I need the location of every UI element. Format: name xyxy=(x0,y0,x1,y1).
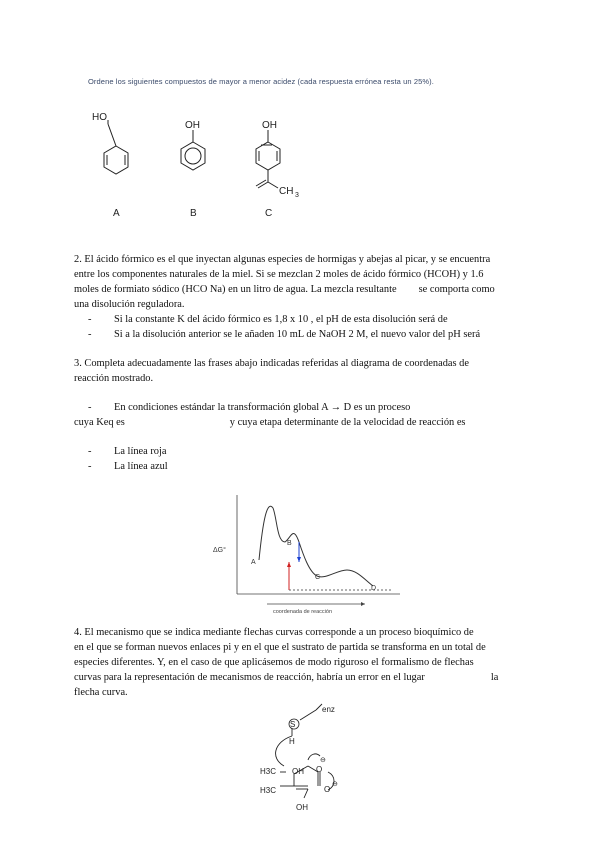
q3-bullet-1a: En condiciones estándar la transformación global A → D es un proceso xyxy=(114,402,411,413)
mechanism-h3c-bottom: H3C xyxy=(260,786,277,795)
q4-line5: flecha curva. xyxy=(74,687,128,698)
compound-b xyxy=(181,130,205,170)
compound-c xyxy=(256,130,280,188)
q1-instruction: Ordene los siguientes compuestos de mayor a menor acidez (cada respuesta errónea resta un 25%). xyxy=(88,77,434,86)
q4-line4b: la xyxy=(490,672,499,683)
compound-b-letter: B xyxy=(190,208,197,219)
mechanism-s: S xyxy=(290,720,296,729)
point-c: C xyxy=(315,574,321,581)
compound-c-ch3: CH xyxy=(279,186,294,197)
q4-line2: en el que se forman nuevos enlaces pi y en el que el sustrato de partida se transforma en un total de xyxy=(74,642,486,653)
mechanism-h3c-top: H3C xyxy=(260,767,277,776)
q2-line1: 2. El ácido fórmico es el que inyectan algunas especies de hormigas y abejas al picar, y se encuentra xyxy=(74,254,491,265)
compound-b-oh: OH xyxy=(185,120,200,131)
q2-bullet-list xyxy=(88,312,480,342)
q2-bullet-1: - Si la constante K del ácido fórmico es 1,8 x 10 , el pH de esta disolución será de xyxy=(88,314,448,325)
mechanism-charge-1: ⊖ xyxy=(320,757,326,764)
diagram-x-arrowhead xyxy=(361,602,365,606)
q3-bullet-list xyxy=(88,444,168,474)
compound-a-letter: A xyxy=(113,208,120,219)
q4-line4 xyxy=(74,670,534,685)
mechanism-oh-top: OH xyxy=(292,767,304,776)
mechanism-o-minus: O xyxy=(316,765,323,774)
q2-line2: entre los componentes naturales de la miel. Si se mezclan 2 moles de ácido fórmico (HCOH) y 1.6 xyxy=(74,269,484,280)
q2-line3a: moles de formiato sódico (HCO Na) en un litro de agua. La mezcla resultante xyxy=(74,284,397,295)
reaction-coordinate-diagram xyxy=(205,490,405,615)
mechanism-h: H xyxy=(289,737,295,746)
mechanism-oh-bottom: OH xyxy=(296,803,308,812)
compound-a xyxy=(104,120,128,174)
compound-c-ch3-index: 3 xyxy=(295,192,299,199)
point-a: A xyxy=(251,559,256,566)
q4-line4a: curvas para la representación de mecanismos de reacción, habría un error en el lugar xyxy=(74,672,425,683)
q3-bullet-blue-text: La línea azul xyxy=(114,461,168,472)
mechanism-charge-2: ⊖ xyxy=(332,781,338,788)
diagram-xlabel: coordenada de reacción xyxy=(273,609,333,615)
q3-bullet-red-text: La línea roja xyxy=(114,446,167,457)
mechanism-enz: enz xyxy=(322,705,335,714)
q3-bullet-1-cont xyxy=(74,415,465,430)
q2-bullet-2: - Si a la disolución anterior se le añaden 10 mL de NaOH 2 M, el nuevo valor del pH será xyxy=(88,329,481,340)
q3-bullet-1c: y cuya etapa determinante de la velocidad de reacción es xyxy=(229,417,466,428)
q2-line3 xyxy=(74,282,534,297)
q3-line2: reacción mostrado. xyxy=(74,373,154,384)
q2-line3b: se comporta como xyxy=(418,284,495,295)
compound-c-letter: C xyxy=(265,208,273,219)
q3-line1: 3. Completa adecuadamente las frases abajo indicadas referidas al diagrama de coordenadas de xyxy=(74,358,469,369)
point-d: D xyxy=(371,585,377,592)
q3-bullet-red: - La línea roja xyxy=(88,446,167,457)
q4-text xyxy=(74,625,534,700)
point-b: B xyxy=(287,540,292,547)
q3-bullet-1b: cuya Keq es xyxy=(74,417,125,428)
compound-a-ho: HO xyxy=(92,112,107,123)
q2-line4: una disolución reguladora. xyxy=(74,299,185,310)
q3-bullet-blue: - La línea azul xyxy=(88,461,168,472)
q3-text xyxy=(74,356,534,386)
q3-bullet-1: - En condiciones estándar la transformación global A → D es un proceso xyxy=(88,402,411,413)
mechanism-o-2: O xyxy=(324,785,331,794)
q2-text xyxy=(74,252,534,312)
red-line-arrowhead xyxy=(287,562,291,567)
compound-c-oh: OH xyxy=(262,120,277,131)
q4-line3: especies diferentes. Y, en el caso de que aplicásemos de modo riguroso el formalismo de flechas xyxy=(74,657,474,668)
blue-line-arrowhead xyxy=(297,557,301,562)
q1-structures xyxy=(80,100,300,225)
diagram-ylabel: ΔG° xyxy=(213,547,226,554)
q2-bullet-2-text: Si a la disolución anterior se le añaden 10 mL de NaOH 2 M, el nuevo valor del pH será xyxy=(114,329,481,340)
mechanism-diagram xyxy=(250,700,360,818)
q4-line1: 4. El mecanismo que se indica mediante flechas curvas corresponde a un proceso bioquímico de xyxy=(74,627,474,638)
q2-bullet-1-text: Si la constante K del ácido fórmico es 1,8 x 10 , el pH de esta disolución será de xyxy=(114,314,448,325)
